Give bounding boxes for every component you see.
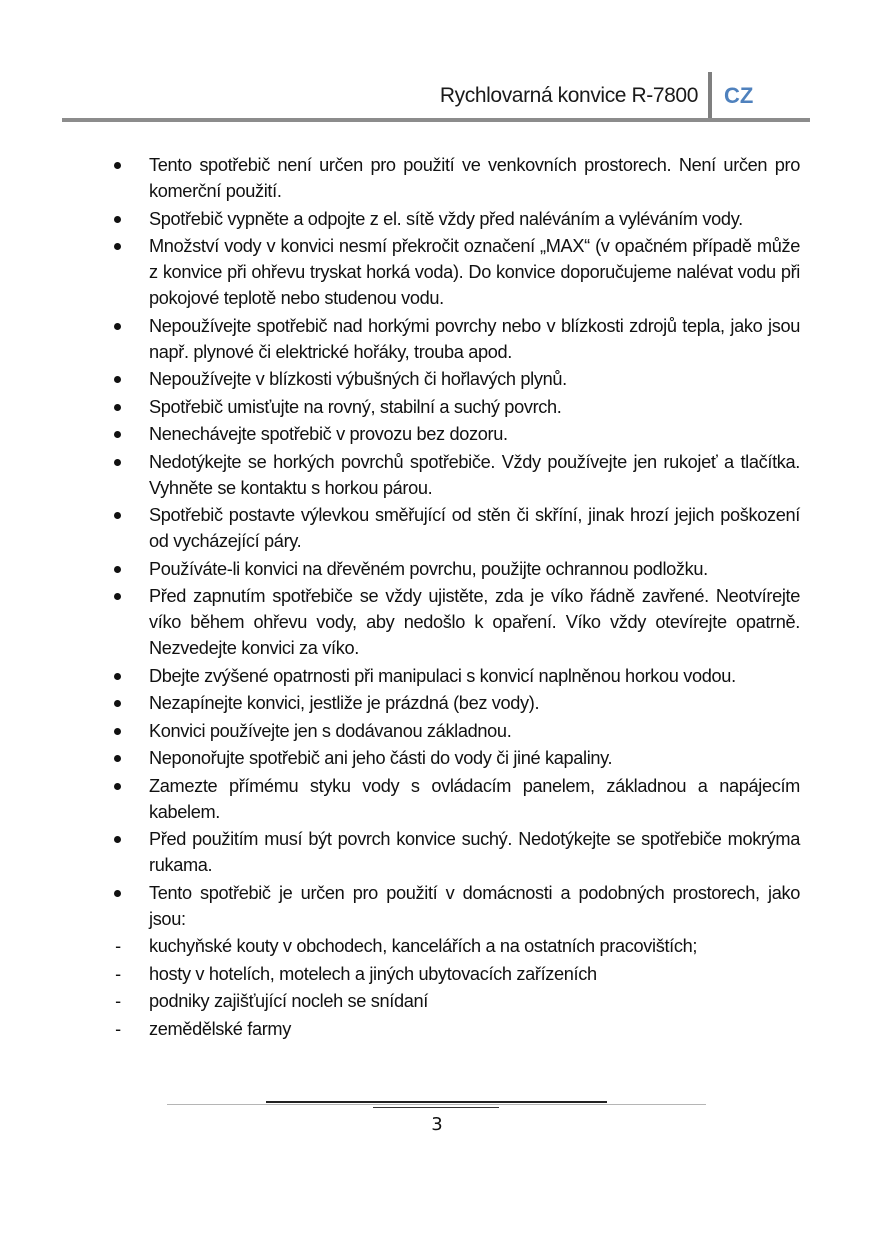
list-item-text: Spotřebič postavte výlevkou směřující od stěn či skříní, jinak hrozí jejich poškození od vycházející páry. [149,505,800,551]
bullet-list-item [110,745,800,771]
dash-marker: - [115,991,121,1011]
header-rule [62,118,810,122]
bullet-list-item [110,313,800,365]
bullet-list-item [110,583,800,661]
list-item-text: Spotřebič vypněte a odpojte z el. sítě vždy před naléváním a vyléváním vody. [149,208,743,229]
dash-list-item [110,933,800,959]
header-title: Rychlovarná konvice R-7800 [439,84,698,107]
page-number: 3 [431,1114,443,1135]
list-item-text: Konvici používejte jen s dodávanou základnou. [149,720,512,741]
language-code: CZ [724,83,754,108]
bullet-list-item [110,206,800,232]
dash-list-item [110,988,800,1014]
bullet-list-item [110,663,800,689]
bullet-list-item [110,233,800,311]
list-item-text: Dbejte zvýšené opatrnosti při manipulaci s konvicí naplněnou horkou vodou. [149,665,736,686]
bullet-list-item [110,773,800,825]
list-item-text: Před použitím musí být povrch konvice suchý. Nedotýkejte se spotřebiče mokrýma rukama. [149,829,800,875]
list-item-text: Nezapínejte konvici, jestliže je prázdná (bez vody). [149,693,540,713]
list-item-text: Používáte-li konvici na dřevěném povrchu, použijte ochrannou podložku. [149,558,708,579]
list-item-text: kuchyňské kouty v obchodech, kancelářích a na ostatních pracovištích; [149,936,698,956]
bullet-list-item [110,366,800,392]
dash-marker: - [115,1018,121,1039]
bullet-list-item [110,394,800,420]
bullet-list-item [110,449,800,501]
list-item-text: Tento spotřebič je určen pro použití v domácnosti a podobných prostorech, jako jsou: [149,882,800,929]
list-item-text: Množství vody v konvici nesmí překročit označení „MAX“ (v opačném případě může z konvice při ohřevu tryskat horká voda). Do konvice doporučujeme nalévat vodu při pokojové teplotě nebo studenou vodu. [149,236,800,308]
safety-instructions-list [110,152,800,1043]
dash-marker: - [115,936,121,956]
page-header [62,70,810,122]
footer-rule-short [373,1107,499,1108]
dash-list-item [110,961,800,987]
footer-rule [167,1104,706,1105]
bullet-list-item [110,556,800,582]
list-item-text: Tento spotřebič není určen pro použití ve venkovních prostorech. Není určen pro komerční použití. [149,155,800,201]
list-item-text: podniky zajišťující nocleh se snídaní [149,991,428,1011]
bullet-list-item [110,502,800,554]
dash-marker: - [115,963,121,984]
bullet-list-item [110,826,800,878]
bullet-list-item [110,421,800,447]
list-item-text: Nepoužívejte v blízkosti výbušných či hořlavých plynů. [149,369,567,389]
footer-rule-accent [266,1101,607,1103]
bullet-list-item [110,690,800,716]
bullet-list-item [110,718,800,744]
list-item-text: Neponořujte spotřebič ani jeho části do vody či jiné kapaliny. [149,748,613,768]
list-item-text: Zamezte přímému styku vody s ovládacím panelem, základnou a napájecím kabelem. [149,775,800,822]
bullet-list-item [110,880,800,932]
header-separator [708,72,712,119]
list-item-text: Nenechávejte spotřebič v provozu bez dozoru. [149,424,508,444]
list-item-text: Nedotýkejte se horkých povrchů spotřebiče. Vždy používejte jen rukojeť a tlačítka. Vyhněte se kontaktu s horkou párou. [149,451,800,498]
bullet-list-item [110,152,800,204]
dash-list-item [110,1016,800,1042]
list-item-text: Před zapnutím spotřebiče se vždy ujistěte, zda je víko řádně zavřené. Neotvírejte víko během ohřevu vody, aby nedošlo k opaření. Víko vždy otevírejte opatrně. Nezvedejte konvici za víko. [149,586,800,658]
list-item-text: Spotřebič umisťujte na rovný, stabilní a suchý povrch. [149,396,562,417]
list-item-text: hosty v hotelích, motelech a jiných ubytovacích zařízeních [149,963,597,984]
list-item-text: zemědělské farmy [149,1018,291,1039]
list-item-text: Nepoužívejte spotřebič nad horkými povrchy nebo v blízkosti zdrojů tepla, jako jsou např. plynové či elektrické hořáky, trouba apod. [149,315,800,362]
